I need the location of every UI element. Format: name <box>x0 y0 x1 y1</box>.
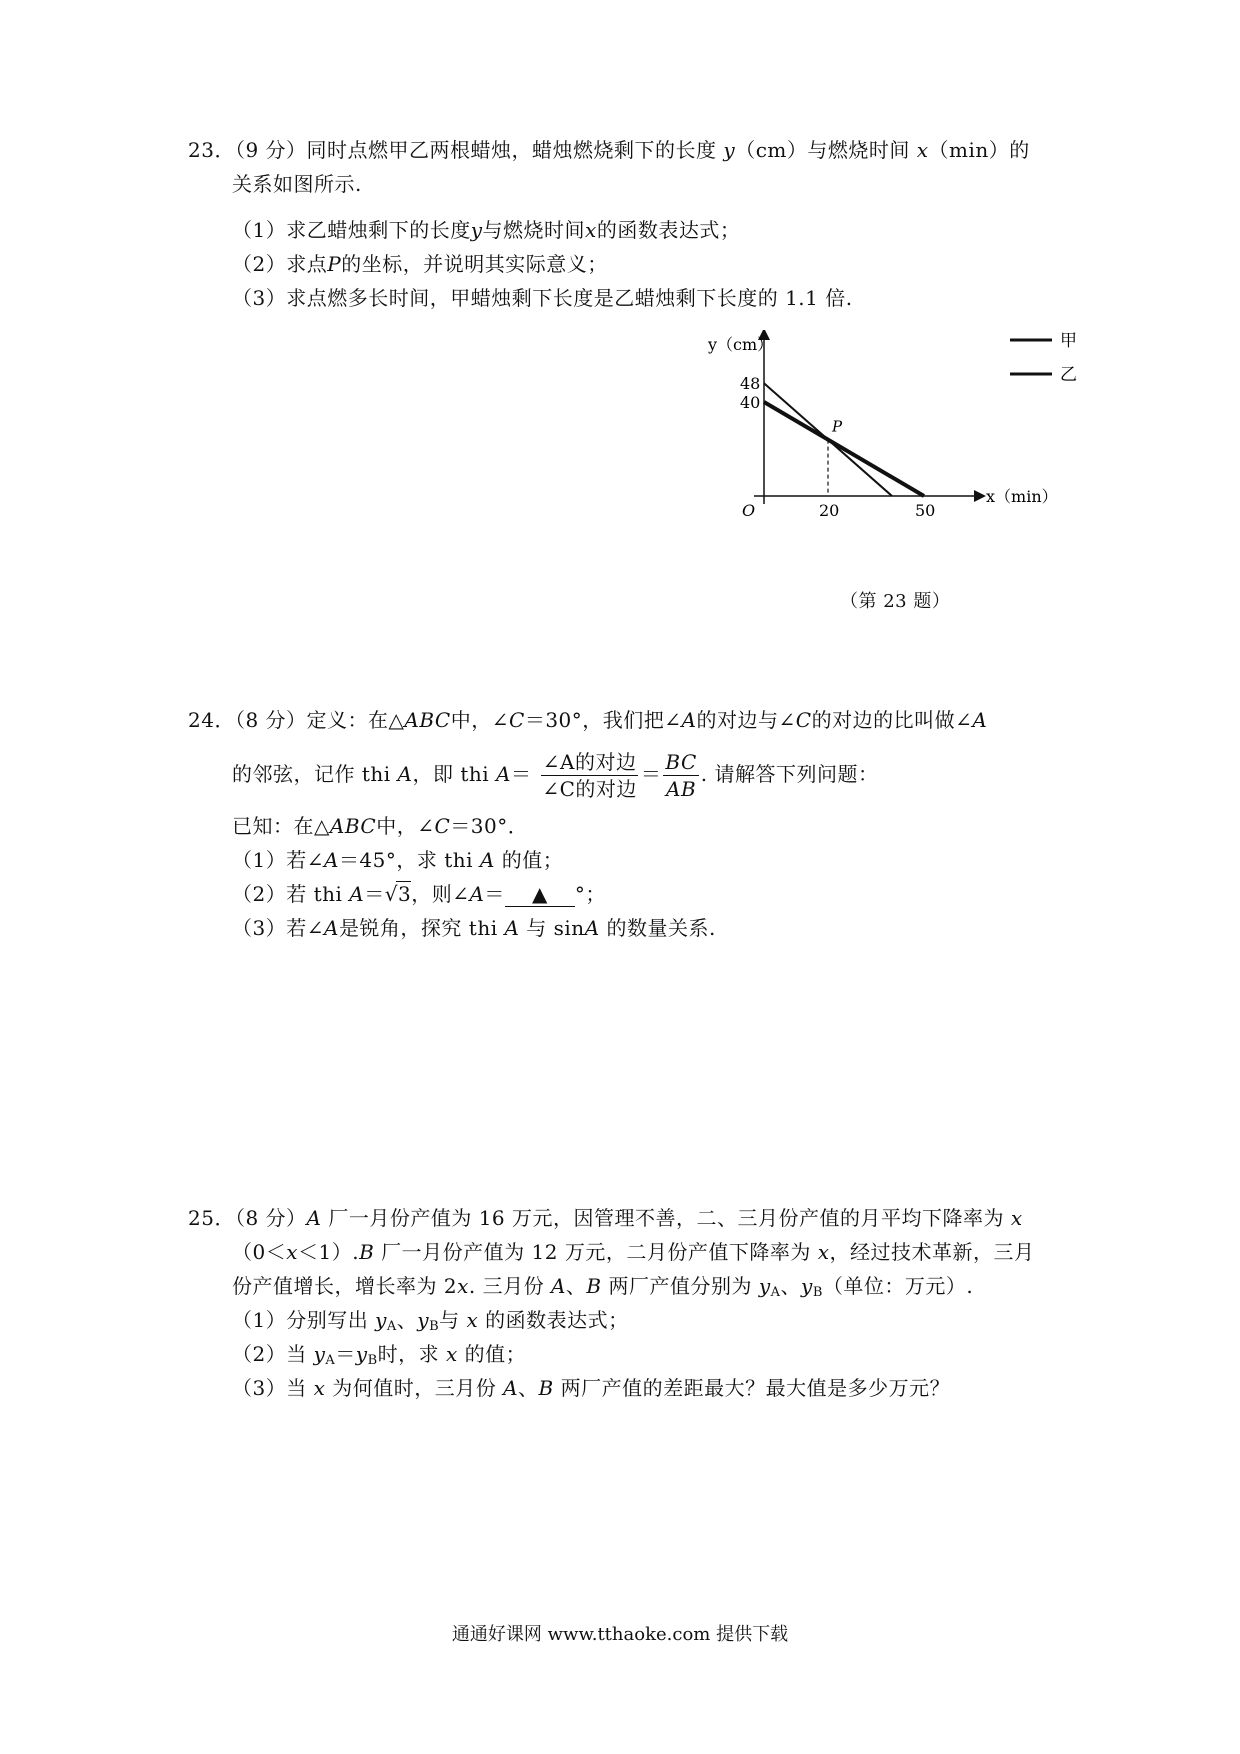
q25-part3: （3）当 x 为何值时，三月份 A、B 两厂产值的差距最大？最大值是多少万元？ <box>232 1376 951 1400</box>
figure-caption: （第 23 题） <box>840 591 951 612</box>
series-line-yi <box>764 402 924 496</box>
q24-part3: （3）若∠A是锐角，探究 thi A 与 sinA 的数量关系. <box>232 916 716 940</box>
ratio-fraction: $\frac{BC}{AB}$ <box>665 750 697 801</box>
q25-part2: （2）当 $y_A=y_B$时，求 x 的值； <box>232 1342 527 1368</box>
x-tick-label: 20 <box>819 501 840 520</box>
q24-line1: 24．（8 分）定义：在△ABC中，∠C＝30°，我们把∠A的对边与∠C的对边的比叫做∠A <box>188 708 988 732</box>
q25-line2: （0＜x＜1）.B 厂一月份产值为 12 万元，二月份产值下降率为 x，经过技术革新，三月 <box>232 1240 1035 1264</box>
q23-line1: 23．（9 分）同时点燃甲乙两根蜡烛，蜡烛燃烧剩下的长度 y（cm）与燃烧时间 x（min）的 <box>188 138 1030 162</box>
q24-part1: （1）若∠A＝45°，求 thi A 的值； <box>232 848 564 872</box>
q25-part1: （1）分别写出 $y_A$、$y_B$与 x 的函数表达式； <box>232 1308 629 1334</box>
q24-part2: （2）若 thi A＝√3，则∠A＝ ▲ °； <box>232 882 606 906</box>
page-footer: 通通好课网 www.tthaoke.com 提供下载 <box>451 1624 789 1645</box>
y-tick-label: 40 <box>740 393 761 412</box>
q24-given: 已知：在△ABC中，∠C＝30°． <box>232 814 529 838</box>
q25-line3: 份产值增长，增长率为 2x. 三月份 A、B 两厂产值分别为 $y_A$、$y_B$（单位：万元）. <box>232 1274 974 1300</box>
legend-label: 甲 <box>1060 331 1077 351</box>
q23-part3: （3）求点燃多长时间，甲蜡烛剩下长度是乙蜡烛剩下长度的 1.1 倍. <box>232 286 853 310</box>
y-tick-label: 48 <box>740 374 761 394</box>
candle-chart <box>680 330 1100 620</box>
q24-line2: 的邻弦，记作 thi A，即 thi A＝ $\frac{\text{∠A的对边}}{\text{∠C的对边}}$ ＝ $\frac{BC}{AB}$ . 请解答下列问题： <box>232 750 879 801</box>
q23-line2: 关系如图所示. <box>232 172 362 196</box>
definition-fraction: $\frac{\text{∠A的对边}}{\text{∠C的对边}}$ <box>542 750 637 801</box>
answer-blank: ▲ <box>505 882 575 907</box>
q25-line1: 25．（8 分）A 厂一月份产值为 16 万元，因管理不善，二、三月份产值的月平均下降率为 x <box>188 1206 1023 1230</box>
legend-label: 乙 <box>1060 365 1077 385</box>
y-axis-label: y（cm） <box>708 335 774 354</box>
origin-label: O <box>742 501 756 520</box>
point-p-label: P <box>832 417 843 436</box>
x-axis-label: x（min） <box>986 487 1058 506</box>
q23-part1: （1）求乙蜡烛剩下的长度y与燃烧时间x的函数表达式； <box>232 218 741 242</box>
q23-part2: （2）求点P的坐标，并说明其实际意义； <box>232 252 608 276</box>
x-tick-label: 50 <box>915 501 936 520</box>
